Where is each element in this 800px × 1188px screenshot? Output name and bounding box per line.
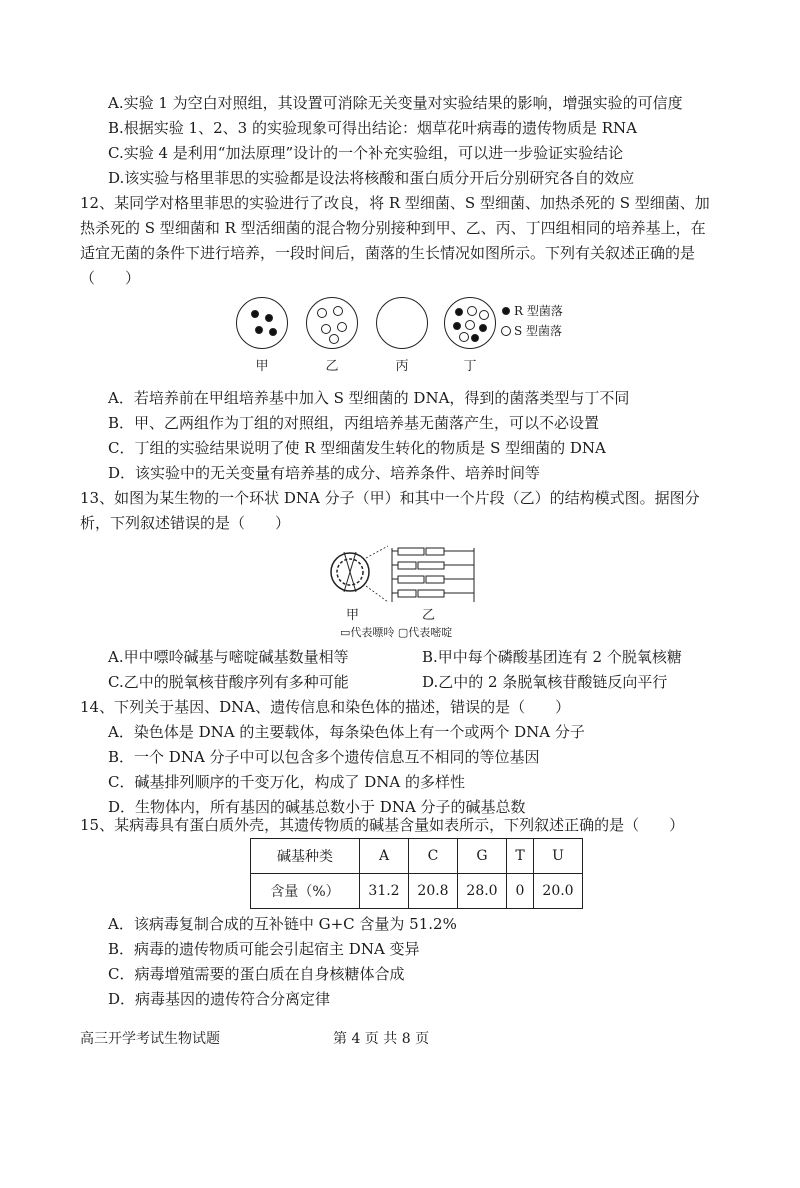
pyrimidine-base: [398, 562, 416, 569]
q12-option-a: A．若培养前在甲组培养基中加入 S 型细菌的 DNA，得到的菌落类型与丁不同: [108, 389, 630, 407]
pyrimidine-base: [398, 590, 416, 597]
legend-r-label: R 型菌落: [514, 304, 563, 318]
dish-yi: [306, 297, 358, 349]
s-colony: [317, 308, 327, 318]
q11-option-a: A.实验 1 为空白对照组，其设置可消除无关变量对实验结果的影响，增强实验的可信度: [108, 94, 683, 112]
q15-stem: 15、某病毒具有蛋白质外壳，其遗传物质的碱基含量如表所示，下列叙述正确的是（ ）: [80, 816, 685, 834]
q12-option-c: C．丁组的实验结果说明了使 R 型细菌发生转化的物质是 S 型细菌的 DNA: [108, 439, 606, 457]
purine-base: [398, 576, 424, 583]
dish-label-ding: 丁: [463, 359, 477, 374]
q15-option-d: D．病毒基因的遗传符合分离定律: [108, 990, 331, 1008]
purine-base: [398, 548, 424, 555]
circular-dna-twist: [344, 552, 356, 592]
q11-option-c: C.实验 4 是利用“加法原理”设计的一个补充实验组，可以进一步验证实验结论: [108, 144, 624, 162]
dna-fragment: [392, 548, 474, 602]
table-header-cell: T: [507, 839, 534, 874]
s-colony: [333, 306, 343, 316]
dish-label-bing: 丙: [395, 359, 409, 374]
r-colony: [471, 334, 479, 342]
q14-stem: 14、下列关于基因、DNA、遗传信息和染色体的描述，错误的是（ ）: [80, 698, 571, 716]
s-colony: [459, 332, 469, 342]
q15-option-a: A．该病毒复制合成的互补链中 G+C 含量为 51.2%: [108, 915, 457, 933]
table-header-cell: 碱基种类: [251, 839, 360, 874]
q14-option-b: B．一个 DNA 分子中可以包含多个遗传信息互不相同的等位基因: [108, 748, 540, 766]
legend-r-swatch: [502, 307, 510, 315]
dna-structure-figure: [326, 540, 486, 640]
q13-option-d: D.乙中的 2 条脱氧核苷酸链反向平行: [422, 673, 668, 691]
q13-option-b: B.甲中每个磷酸基团连有 2 个脱氧核糖: [422, 648, 682, 666]
r-colony: [251, 310, 259, 318]
table-cell: 20.0: [534, 874, 583, 909]
table-cell: 0: [507, 874, 534, 909]
table-header-cell: U: [534, 839, 583, 874]
s-colony: [465, 320, 475, 330]
q13-stem-line-2: 析，下列叙述错误的是（ ）: [80, 514, 291, 532]
fig13-label-yi: 乙: [422, 608, 436, 623]
legend-s-label: S 型菌落: [514, 324, 563, 338]
q12-stem-line-4: （ ）: [80, 269, 141, 287]
table-header-cell: C: [409, 839, 458, 874]
q13-stem-line-1: 13、如图为某生物的一个环状 DNA 分子（甲）和其中一个片段（乙）的结构模式图。据图分: [80, 489, 700, 507]
q15-option-b: B．病毒的遗传物质可能会引起宿主 DNA 变异: [108, 940, 420, 958]
fig13-legend: ▭代表嘌呤 ▢代表嘧啶: [340, 626, 453, 639]
sugar-bonds: [392, 551, 474, 593]
q12-stem-line-3: 适宜无菌的条件下进行培养，一段时间后，菌落的生长情况如图所示。下列有关叙述正确的是: [80, 244, 696, 262]
s-colony: [337, 322, 347, 332]
q13-option-a: A.甲中嘌呤碱基与嘧啶碱基数量相等: [108, 648, 349, 666]
q12-stem-line-1: 12、某同学对格里菲思的实验进行了改良，将 R 型细菌、S 型细菌、加热杀死的 S 型细菌、加: [80, 194, 710, 212]
r-colony: [269, 328, 277, 336]
table-cell: 20.8: [409, 874, 458, 909]
dish-ding: [444, 297, 496, 349]
q11-option-b: B.根据实验 1、2、3 的实验现象可得出结论：烟草花叶病毒的遗传物质是 RNA: [108, 119, 637, 137]
s-colony: [329, 334, 339, 344]
q12-stem-line-2: 热杀死的 S 型细菌和 R 型活细菌的混合物分别接种到甲、乙、丙、丁四组相同的培养基上，在: [80, 219, 706, 237]
q15-option-c: C．病毒增殖需要的蛋白质在自身核糖体合成: [108, 965, 405, 983]
dna-diagram: [326, 540, 486, 610]
table-header-row: [251, 839, 583, 874]
footer-page-number: 第 4 页 共 8 页: [333, 1031, 430, 1047]
purine-base: [418, 590, 444, 597]
table-header-cell: A: [360, 839, 409, 874]
r-colony: [453, 322, 461, 330]
purine-base: [418, 562, 444, 569]
q12-option-d: D．该实验中的无关变量有培养基的成分、培养条件、培养时间等: [108, 464, 541, 482]
dish-label-yi: 乙: [325, 359, 339, 374]
q13-option-c: C.乙中的脱氧核苷酸序列有多种可能: [108, 673, 349, 691]
table-cell: 含量（%）: [251, 874, 360, 909]
r-colony: [265, 314, 273, 322]
table-cell: 28.0: [458, 874, 507, 909]
q11-option-d: D.该实验与格里菲思的实验都是设法将核酸和蛋白质分开后分别研究各自的效应: [108, 169, 635, 187]
dish-jia: [236, 297, 288, 349]
q14-option-d: D．生物体内，所有基因的碱基总数小于 DNA 分子的碱基总数: [108, 798, 526, 816]
r-colony: [479, 324, 487, 332]
s-colony: [321, 324, 331, 334]
q14-option-a: A．染色体是 DNA 的主要载体，每条染色体上有一个或两个 DNA 分子: [108, 723, 585, 741]
fragment-backbones: [392, 548, 474, 602]
s-colony: [467, 306, 477, 316]
r-colony: [255, 326, 263, 334]
q12-option-b: B．甲、乙两组作为丁组的对照组，丙组培养基无菌落产生，可以不必设置: [108, 414, 600, 432]
dish-label-jia: 甲: [255, 359, 269, 374]
s-colony: [479, 310, 489, 320]
base-content-table: [250, 838, 583, 909]
dish-bing: [376, 297, 428, 349]
fig13-label-jia: 甲: [346, 608, 360, 623]
table-header-cell: G: [458, 839, 507, 874]
pyrimidine-base: [426, 548, 444, 555]
table-cell: 31.2: [360, 874, 409, 909]
legend-s-swatch: [501, 326, 511, 336]
petri-dish-figure: [236, 293, 596, 373]
r-colony: [455, 308, 463, 316]
q14-option-c: C．碱基排列顺序的千变万化，构成了 DNA 的多样性: [108, 773, 465, 791]
table-row: [251, 874, 583, 909]
footer-exam-title: 高三开学考试生物试题: [80, 1031, 220, 1047]
pyrimidine-base: [426, 576, 444, 583]
